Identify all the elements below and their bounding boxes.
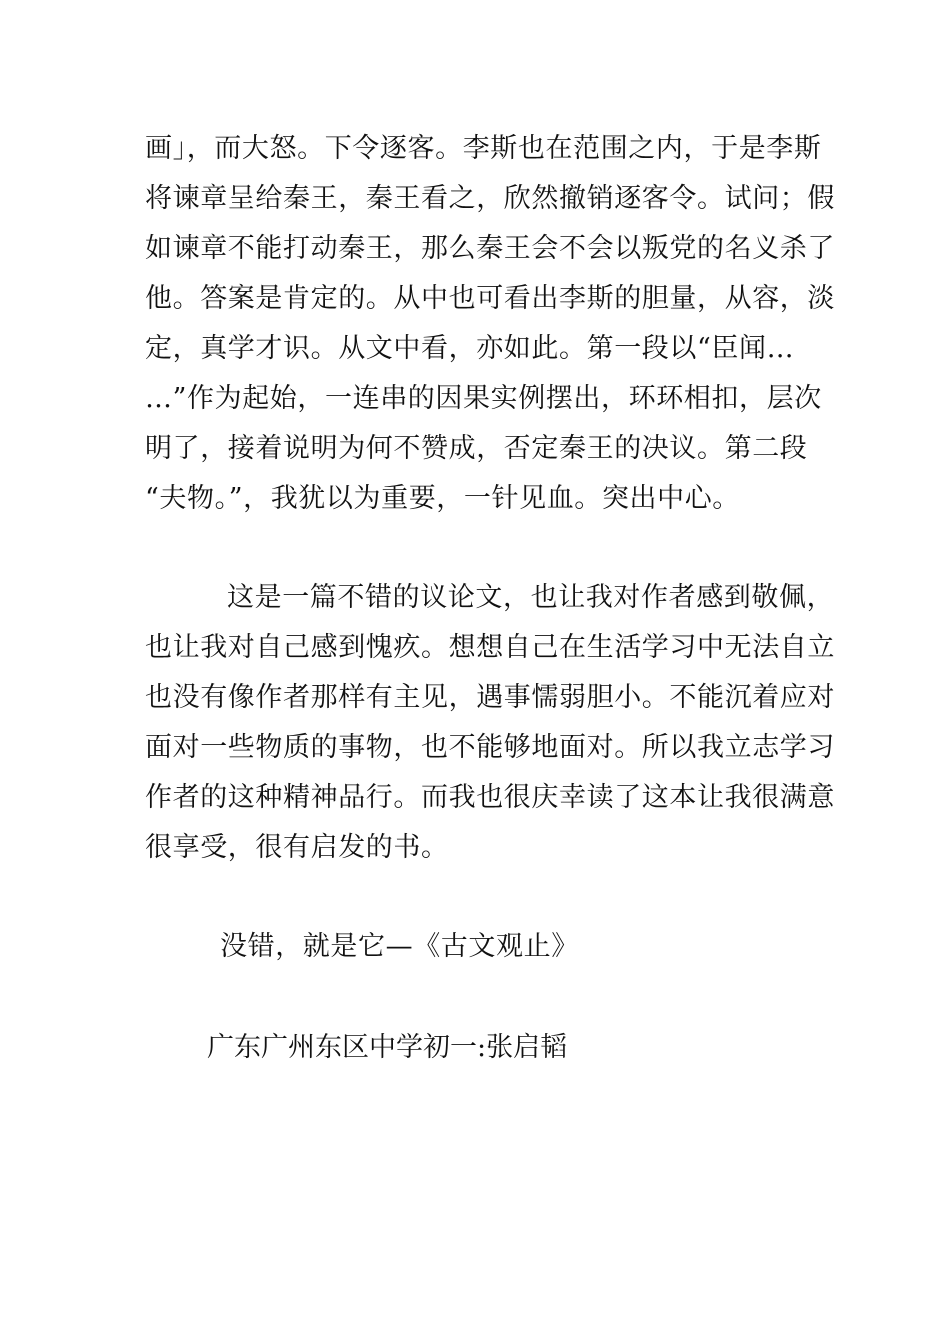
paragraph-2-line-6: 很享受，很有启发的书。 — [145, 832, 449, 863]
signature-line: 广东广州东区中学初一:张启韬 — [207, 1032, 568, 1063]
paragraph-1-line-6: …”作为起始，一连串的因果实例摆出，环环相扣，层次 — [145, 383, 822, 414]
paragraph-2-line-5: 作者的这种精神品行。而我也很庆幸读了这本让我很满意 — [145, 782, 835, 813]
paragraph-1-line-5: 定，真学才识。从文中看，亦如此。第一段以“臣闻… — [145, 333, 795, 364]
paragraph-1-line-2: 将谏章呈给秦王，秦王看之，欣然撤销逐客令。试问；假 — [145, 183, 835, 214]
paragraph-2-line-3: 也没有像作者那样有主见，遇事懦弱胆小。不能沉着应对 — [145, 682, 835, 713]
conclusion-line: 没错，就是它—《古文观止》 — [220, 931, 579, 962]
paragraph-1-line-8: “夫物。”，我犹以为重要，一针见血。突出中心。 — [145, 483, 740, 514]
paragraph-1-line-7: 明了，接着说明为何不赞成，否定秦王的决议。第二段 — [145, 433, 808, 464]
paragraph-1-line-3: 如谏章不能打动秦王，那么秦王会不会以叛党的名义杀了 — [145, 233, 835, 264]
paragraph-1-line-4: 他。答案是肯定的。从中也可看出李斯的胆量，从容，淡 — [145, 283, 835, 314]
paragraph-2-line-1: 这是一篇不错的议论文，也让我对作者感到敬佩， — [227, 582, 835, 613]
paragraph-2-line-4: 面对一些物质的事物，也不能够地面对。所以我立志学习 — [145, 732, 835, 763]
paragraph-2-line-2: 也让我对自己感到愧疚。想想自己在生活学习中无法自立 — [145, 632, 835, 663]
paragraph-1-line-1: 画」，而大怒。下令逐客。李斯也在范围之内，于是李斯 — [145, 133, 822, 164]
